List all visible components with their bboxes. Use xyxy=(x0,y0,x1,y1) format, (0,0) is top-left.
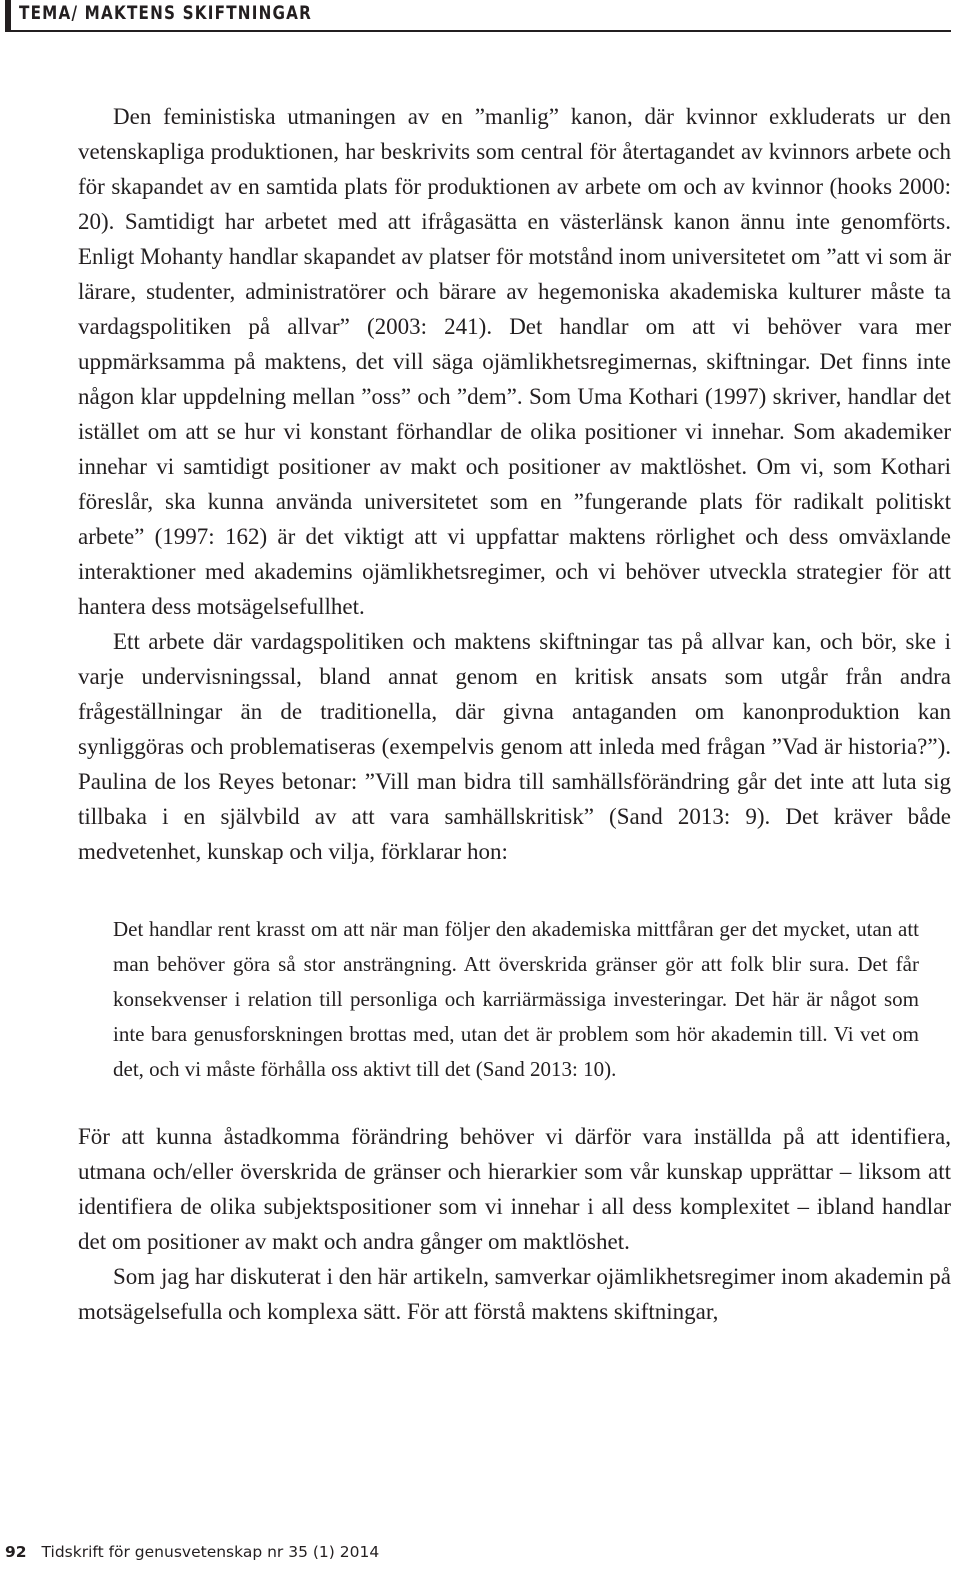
running-header xyxy=(5,0,951,32)
paragraph-3: För att kunna åstadkomma förändring behöver vi därför vara inställda på att identifiera, utmana och/eller överskrida de gränser och hierarkier som vår kunskap upprättar – liksom att identifiera de olika subjektspositioner som vi innehar i all dess komplexitet – ibland handlar det om positioner av makt och andra gånger om maktlöshet. xyxy=(78,1124,951,1254)
paragraph-4: Som jag har diskuterat i den här artikeln, samverkar ojämlikhetsregimer inom akademin på motsägelsefulla och komplexa sätt. För att förstå maktens skiftningar, xyxy=(78,1264,951,1324)
journal-name: Tidskrift för genusvetenskap nr 35 (1) 2014 xyxy=(41,1543,380,1561)
section-title: TEMA/ MAKTENS SKIFTNINGAR xyxy=(19,2,313,24)
page-footer xyxy=(5,1543,379,1561)
article-body xyxy=(78,99,951,1329)
header-bar xyxy=(5,0,11,30)
block-quote: Det handlar rent krasst om att när man följer den akademiska mittfåran ger det mycket, utan att man behöver göra så stor ansträngning. Att överskrida gränser gör att folk blir sura. Det får konsekvenser i relation till personliga och karriärmässiga investeringar. Det här är något som inte bara genusforskningen brottas med, utan det är problem som hör akademin till. Vi vet om det, och vi måste förhålla oss aktivt till det (Sand 2013: 10). xyxy=(113,917,919,1081)
paragraph-2: Ett arbete där vardagspolitiken och maktens skiftningar tas på allvar kan, och bör, ske i varje undervisningssal, bland annat genom en kritisk ansats som utgår från andra frågeställningar än de traditionella, där givna antaganden om kanonproduktion kan synliggöras och problematiseras (exempelvis genom att inleda med frågan ”Vad är historia?”). Paulina de los Reyes betonar: ”Vill man bidra till samhällsförändring går det inte att luta sig tillbaka i en självbild av att vara samhällskritisk” (Sand 2013: 9). Det kräver både medvetenhet, kunskap och vilja, förklarar hon: xyxy=(78,629,951,864)
page-number: 92 xyxy=(5,1543,27,1561)
paragraph-1: Den feministiska utmaningen av en ”manlig” kanon, där kvinnor exkluderats ur den vetenskapliga produktionen, har beskrivits som central för återtagandet av kvinnors arbete och för skapandet av en samtida plats för produktionen av arbete om och av kvinnor (hooks 2000: 20). Samtidigt har arbetet med att ifrågasätta en västerlänsk kanon ännu inte genomförts. Enligt Mohanty handlar skapandet av platser för motstånd inom universitetet om ”att vi som är lärare, studenter, administratörer och bärare av hegemoniska akademiska kulturer måste ta vardagspolitiken på allvar” (2003: 241). Det handlar om att vi behöver vara mer uppmärksamma på maktens, det vill säga ojämlikhetsregimernas, skiftningar. Det finns inte någon klar uppdelning mellan ”oss” och ”dem”. Som Uma Kothari (1997) skriver, handlar det istället om att se hur vi konstant förhandlar de olika positioner vi innehar. Som akademiker innehar vi samtidigt positioner av makt och positioner av maktlöshet. Om vi, som Kothari föreslår, ska kunna använda universitetet som en ”fungerande plats för radikalt politiskt arbete” (1997: 162) är det viktigt att vi uppfattar maktens rörlighet och dess omväxlande interaktioner med akademins ojämlikhetsregimer, och vi behöver utveckla strategier för att hantera dess motsägelsefullhet. xyxy=(78,104,951,619)
